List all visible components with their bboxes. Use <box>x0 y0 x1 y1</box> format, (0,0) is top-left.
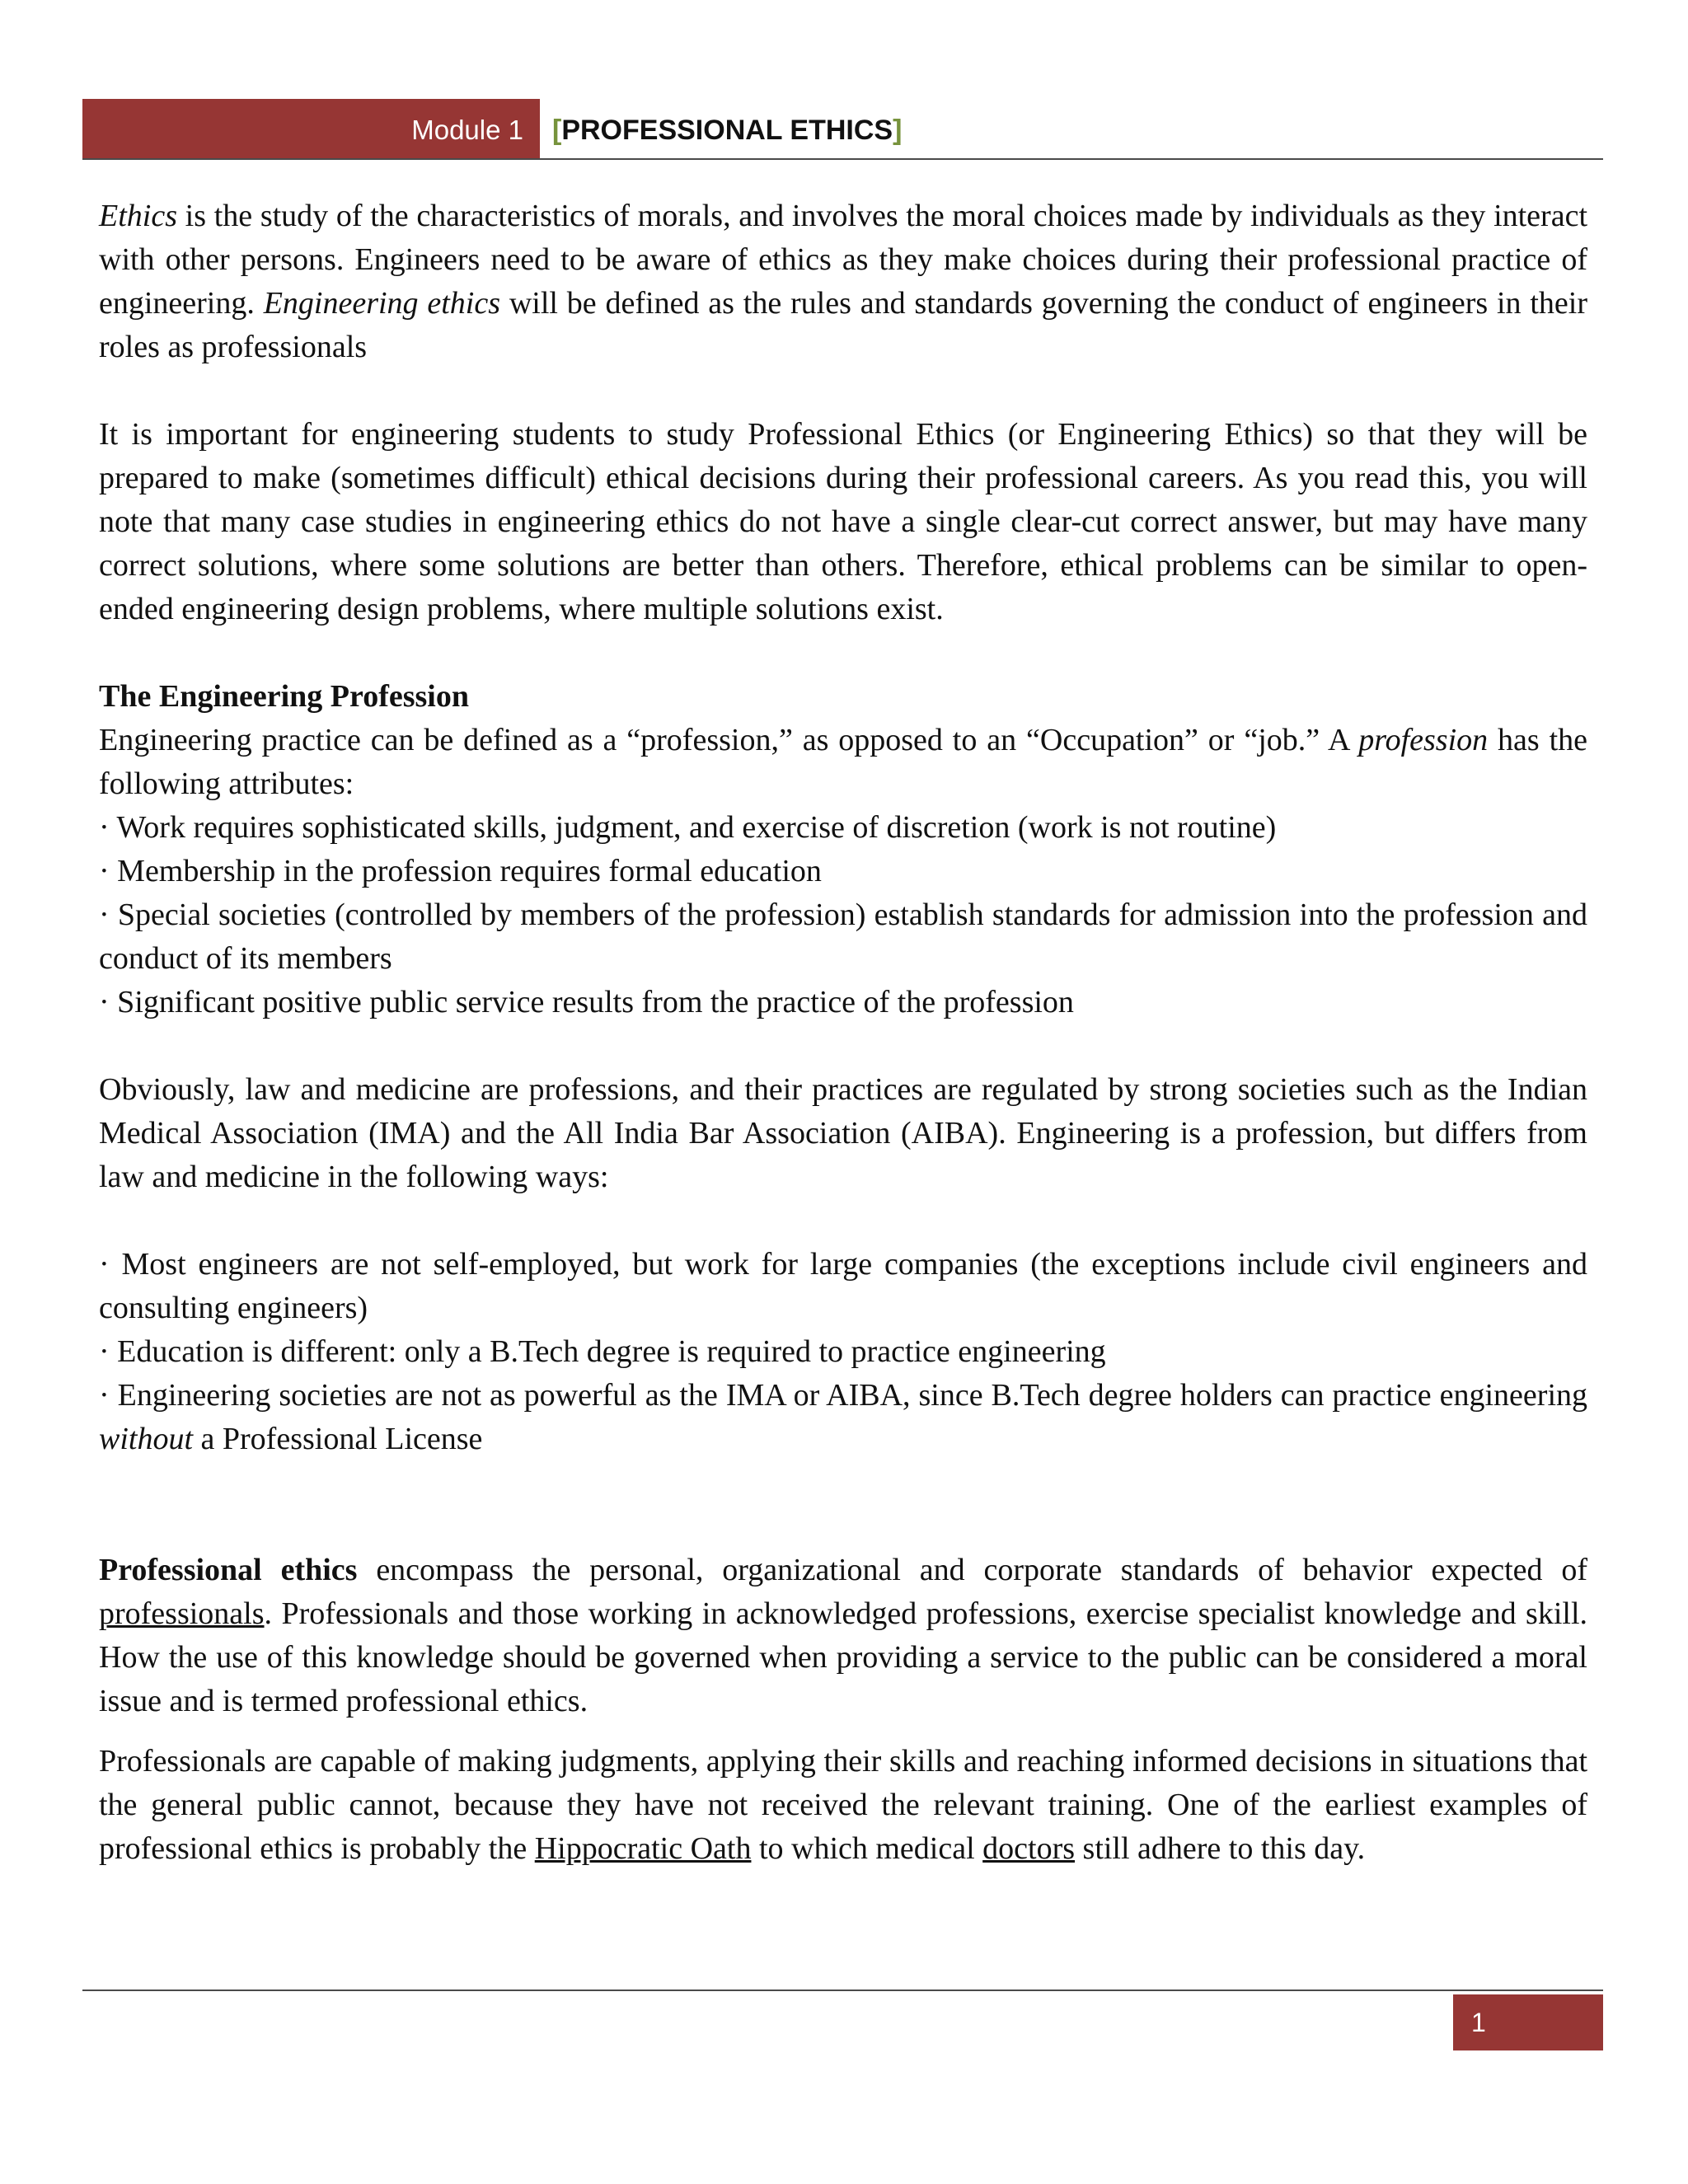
header-title <box>552 99 902 158</box>
term-professional-ethics: Professional ethics <box>99 1553 358 1587</box>
paragraph-professional-ethics <box>99 1549 1587 1723</box>
document-body <box>99 194 1587 1871</box>
paragraph-text: encompass the personal, organizational and corporate standards of behavior expected of <box>357 1553 1588 1587</box>
paragraph-importance: It is important for engineering students to study Professional Ethics (or Engineering Ethics) so that they will be prepared to make (sometimes difficult) ethical decisions during their professional careers. As you read this, you will note that many case studies in engineering ethics do not have a single clear-cut correct answer, but may have many correct solutions, where some solutions are better than others. Therefore, ethical problems can be similar to open-ended engineering design problems, where multiple solutions exist. <box>99 417 1587 626</box>
heading-text: The Engineering Profession <box>99 679 469 714</box>
list-item: · Membership in the profession requires formal education <box>99 854 822 888</box>
list-item-text: · Engineering societies are not as powerful as the IMA or AIBA, since B.Tech degree holders can practice engineering <box>99 1378 1587 1413</box>
term-ethics: Ethics <box>99 199 177 233</box>
header-divider <box>82 158 1603 160</box>
header-bracket-close: ] <box>893 115 903 146</box>
paragraph-text: is the study of the characteristics of morals, and involves the moral choices made by individuals as they interact with other persons. Engineers need to be aware of ethics as they make choices during their professional practice of engineering. <box>99 199 1587 321</box>
paragraph-text: Engineering practice can be defined as a “profession,” as opposed to an “Occupation” or “job.” A <box>99 723 1359 757</box>
list-item: · Most engineers are not self-employed, but work for large companies (the exceptions include civil engineers and consulting engineers) <box>99 1247 1587 1325</box>
footer-divider <box>82 1990 1603 1991</box>
list-item-text: a Professional License <box>193 1422 483 1456</box>
link-professionals[interactable]: professionals <box>99 1596 265 1631</box>
paragraph-professionals-judgment <box>99 1740 1587 1871</box>
paragraph-text: still adhere to this day. <box>1075 1831 1366 1866</box>
paragraph-law-medicine: Obviously, law and medicine are professions, and their practices are regulated by strong societies such as the Indian Medical Association (IMA) and the All India Bar Association (AIBA). Engineering is a profession, but differs from law and medicine in the following ways: <box>99 1072 1587 1194</box>
header-module-label: Module 1 <box>82 99 540 158</box>
section-heading-engineering-profession <box>99 675 1587 719</box>
list-item <box>99 1374 1587 1461</box>
list-item: · Work requires sophisticated skills, judgment, and exercise of discretion (work is not routine) <box>99 810 1277 845</box>
list-item: · Education is different: only a B.Tech degree is required to practice engineering <box>99 1334 1106 1369</box>
list-item: · Significant positive public service results from the practice of the profession <box>99 985 1074 1019</box>
paragraph-text: has the following attributes: <box>99 723 1587 801</box>
paragraph-text: . Professionals and those working in acknowledged professions, exercise specialist knowledge and skill. How the use of this knowledge should be governed when providing a service to the public can be considered a moral issue and is termed professional ethics. <box>99 1596 1587 1718</box>
term-engineering-ethics: Engineering ethics <box>263 286 501 321</box>
term-profession: profession <box>1358 723 1489 757</box>
page-number: 1 <box>1453 1994 1603 2050</box>
paragraph-text: will be defined as the rules and standards governing the conduct of engineers in their roles as professionals <box>99 286 1588 364</box>
header-bracket-open: [ <box>552 115 562 146</box>
link-hippocratic-oath[interactable]: Hippocratic Oath <box>534 1831 752 1866</box>
header-title-text: PROFESSIONAL ETHICS <box>561 115 893 146</box>
list-item: · Special societies (controlled by members of the profession) establish standards for admission into the profession and conduct of its members <box>99 898 1587 976</box>
paragraph-profession-intro <box>99 719 1587 806</box>
paragraph-text: to which medical <box>751 1831 983 1866</box>
paragraph-ethics-definition <box>99 194 1587 369</box>
link-doctors[interactable]: doctors <box>982 1831 1076 1866</box>
paragraph-text: Professionals are capable of making judgments, applying their skills and reaching informed decisions in situations that the general public cannot, because they have not received the relevant training. One of the earliest examples of professional ethics is probably the <box>99 1744 1587 1866</box>
term-without: without <box>99 1422 194 1456</box>
